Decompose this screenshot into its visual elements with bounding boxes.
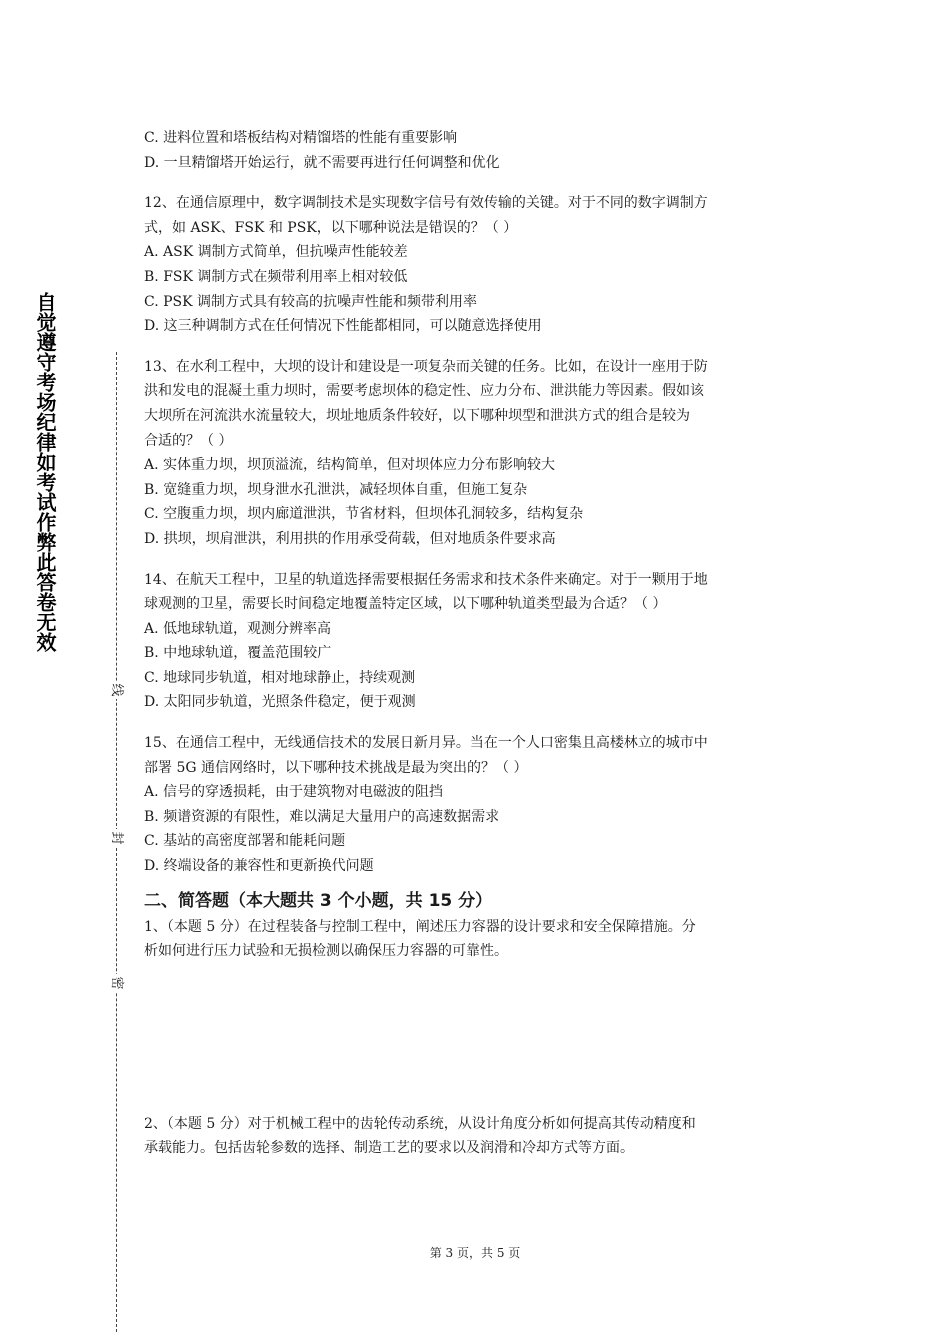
question-12 (144, 191, 808, 339)
option-line: A. 信号的穿透损耗，由于建筑物对电磁波的阻挡 (144, 784, 444, 801)
option-line: D. 终端设备的兼容性和更新换代问题 (144, 858, 374, 875)
question-14 (144, 568, 808, 716)
question-stem-line: 承载能力。包括齿轮参数的选择、制造工艺的要求以及润滑和冷却方式等方面。 (144, 1140, 634, 1157)
question-stem-line: 式，如 ASK、FSK 和 PSK，以下哪种说法是错误的？（ ） (144, 219, 518, 236)
option-line: C. 地球同步轨道，相对地球静止，持续观测 (144, 669, 416, 686)
question-stem-line: 合适的？（ ） (144, 432, 233, 449)
option-line: A. 实体重力坝，坝顶溢流，结构简单，但对坝体应力分布影响较大 (144, 457, 556, 474)
option-line: B. FSK 调制方式在频带利用率上相对较低 (144, 268, 408, 285)
question-stem-line: 部署 5G 通信网络时，以下哪种技术挑战是最为突出的？（ ） (144, 759, 528, 776)
option-line: C. 空腹重力坝，坝内廊道泄洪，节省材料，但坝体孔洞较多，结构复杂 (144, 506, 584, 523)
option-line: B. 宽缝重力坝，坝身泄水孔泄洪，减轻坝体自重，但施工复杂 (144, 481, 528, 498)
option-line: D. 太阳同步轨道，光照条件稳定，便于观测 (144, 694, 416, 711)
binding-mark-secret: 密 (108, 974, 124, 992)
question-15 (144, 731, 808, 879)
short-answer-2 (144, 1112, 808, 1161)
exam-content (144, 126, 808, 1161)
question-11-tail (144, 126, 808, 175)
question-stem-line: 13、在水利工程中，大坝的设计和建设是一项复杂而关键的任务。比如，在设计一座用于防 (144, 358, 708, 375)
question-stem-line: 析如何进行压力试验和无损检测以确保压力容器的可靠性。 (144, 943, 508, 960)
binding-mark-seal: 封 (108, 829, 124, 847)
option-line: B. 频谱资源的有限性，难以满足大量用户的高速数据需求 (144, 808, 500, 825)
question-stem-line: 15、在通信工程中，无线通信技术的发展日新月异。当在一个人口密集且高楼林立的城市中 (144, 735, 708, 752)
option-line: C. PSK 调制方式具有较高的抗噪声性能和频带利用率 (144, 293, 478, 310)
page-number: 第 3 页，共 5 页 (429, 1246, 521, 1260)
binding-mark-line: 线 (108, 681, 124, 699)
option-line: A. ASK 调制方式简单，但抗噪声性能较差 (144, 244, 408, 261)
option-line: C. 基站的高密度部署和能耗问题 (144, 833, 346, 850)
option-line: B. 中地球轨道，覆盖范围较广 (144, 645, 332, 662)
exam-discipline-notice: 自觉遵守考场纪律如考试作弊此答卷无效 (33, 292, 57, 652)
question-stem-line: 12、在通信原理中，数字调制技术是实现数字信号有效传输的关键。对于不同的数字调制方 (144, 195, 708, 212)
short-answer-1 (144, 915, 808, 964)
option-line: D. 拱坝，坝肩泄洪，利用拱的作用承受荷载，但对地质条件要求高 (144, 530, 556, 547)
question-stem-line: 洪和发电的混凝土重力坝时，需要考虑坝体的稳定性、应力分布、泄洪能力等因素。假如该 (144, 383, 704, 400)
option-line: A. 低地球轨道，观测分辨率高 (144, 620, 332, 637)
question-stem-line: 大坝所在河流洪水流量较大，坝址地质条件较好，以下哪种坝型和泄洪方式的组合是较为 (144, 407, 690, 424)
question-13 (144, 355, 808, 552)
answer-space (144, 964, 808, 1112)
question-stem-line: 2、（本题 5 分）对于机械工程中的齿轮传动系统，从设计角度分析如何提高其传动精度和 (144, 1115, 696, 1132)
question-stem-line: 1、（本题 5 分）在过程装备与控制工程中，阐述压力容器的设计要求和安全保障措施。分 (144, 918, 696, 935)
option-line: C. 进料位置和塔板结构对精馏塔的性能有重要影响 (144, 130, 458, 146)
question-stem-line: 球观测的卫星，需要长时间稳定地覆盖特定区域，以下哪种轨道类型最为合适？（ ） (144, 596, 667, 613)
option-line: D. 这三种调制方式在任何情况下性能都相同，可以随意选择使用 (144, 318, 542, 335)
section-title: 二、简答题（本大题共 3 个小题，共 15 分） (144, 890, 493, 911)
question-stem-line: 14、在航天工程中，卫星的轨道选择需要根据任务需求和技术条件来确定。对于一颗用于地 (144, 571, 708, 588)
option-line: D. 一旦精馏塔开始运行，就不需要再进行任何调整和优化 (144, 154, 500, 171)
